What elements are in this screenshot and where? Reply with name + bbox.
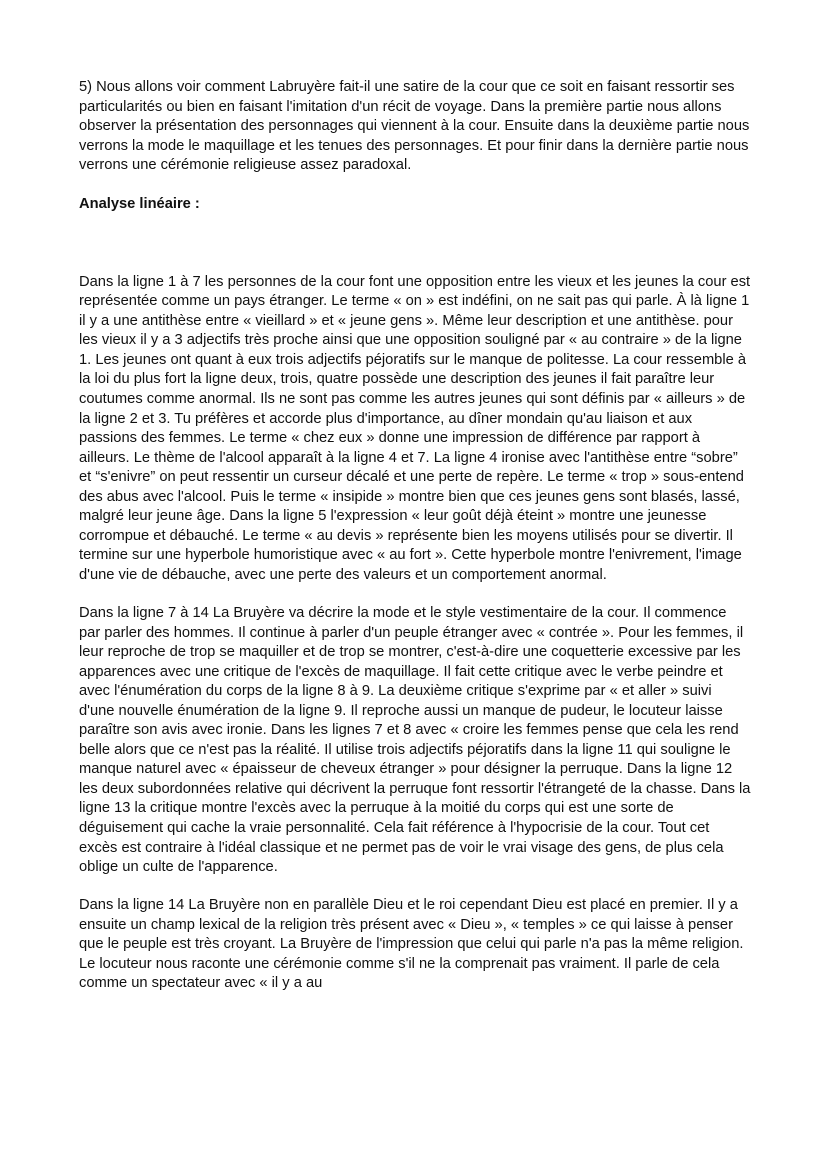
intro-paragraph: 5) Nous allons voir comment Labruyère fait-il une satire de la cour que ce soit en faisant ressortir ses particularités ou bien en faisant l'imitation d'un récit de voyage. Dans la première partie nous allons observer la présentation des personnages qui viennent à la cour. Ensuite dans la deuxième partie nous verrons la mode le maquillage et les tenues des personnages. Et pour finir dans la dernière partie nous verrons une cérémonie religieuse assez paradoxal.: [79, 79, 750, 174]
body-paragraph-2: Dans la ligne 7 à 14 La Bruyère va décrire la mode et le style vestimentaire de la cour. Il commence par parler des hommes. Il continue à parler d'un peuple étranger avec « contrée ». Pour les femmes, il leur reproche de trop se maquiller et de trop se montrer, c'est-à-dire une coquetterie excessive par les apparences avec une critique de l'excès de maquillage. Il fait cette critique avec le verbe peindre et avec l'énumération du corps de la ligne 8 à 9. La deuxième critique s'exprime par « et aller » suivi d'une nouvelle énumération de la ligne 9. Il reproche aussi un manque de pudeur, le locuteur laisse paraître son avis avec ironie. Dans les lignes 7 et 8 avec « croire les femmes pense que cela les rend belle alors que ce n'est pas la réalité. Il utilise trois adjectifs péjoratifs dans la ligne 11 qui souligne le manque naturel avec « épaisseur de cheveux étranger » pour désigner la perruque. Dans la ligne 12 les deux subordonnées relative qui décrivent la perruque font ressortir l'étrangeté de la chasse. Dans la ligne 13 la critique montre l'excès avec la perruque à la moitié du corps qui est une sorte de déguisement qui cache la vraie personnalité. Cela fait référence à l'hypocrisie de la cour. Tout cet excès est contraire à l'idéal classique et ne permet pas de voir le vrai visage des gens, de plus cela oblige un culte de l'apparence.: [79, 604, 751, 876]
body-paragraph-3: Dans la ligne 14 La Bruyère non en parallèle Dieu et le roi cependant Dieu est placé en premier. Il y a ensuite un champ lexical de la religion très présent avec « Dieu », « temples » ce qui laisse à penser que le peuple est très croyant. La Bruyère de l'impression que celui qui parle n'a pas la même religion. Le locuteur nous raconte une cérémonie comme s'il ne la comprenait pas vraiment. Il parle de cela comme un spectateur avec « il y a au: [79, 897, 744, 992]
body-paragraph-1: Dans la ligne 1 à 7 les personnes de la cour font une opposition entre les vieux et les jeunes la cour est représentée comme un pays étranger. Le terme « on » est indéfini, on ne sait pas qui parle. À là ligne 1 il y a une antithèse entre « vieillard » et « jeune gens ». Même leur description et une antithèse. pour les vieux il y a 3 adjectifs très proche ainsi que une opposition souligné par « au contraire » de la ligne 1. Les jeunes ont quant à eux trois adjectifs péjoratifs sur le manque de politesse. La cour ressemble à la loi du plus fort la ligne deux, trois, quatre possède une description des jeunes il fait paraître leur coutumes comme anormal. Ils ne sont pas comme les autres jeunes qui sont définis par « ailleurs » de la ligne 2 et 3. Tu préfères et accorde plus d'importance, au dîner mondain qu'au liaison et aux passions des femmes. Le terme « chez eux » donne une impression de différence par rapport à ailleurs. Le thème de l'alcool apparaît à la ligne 4 et 7. La ligne 4 ironise avec l'antithèse entre “sobre” et “s'enivre” on peut ressentir un curseur décalé et une perte de repère. Le terme « trop » sous-entend des abus avec l'alcool. Puis le terme « insipide » montre bien que ces jeunes gens sont blasés, lassé, malgré leur jeune âge. Dans la ligne 5 l'expression « leur goût déjà éteint » montre une jeunesse corrompue et débauché. Le terme « au devis » représente bien les moyens utilisés pour se divertir. Il termine sur une hyperbole humoristique avec « au fort ». Cette hyperbole montre l'enivrement, l'image d'une vie de débauche, avec une perte des valeurs et un comportement anormal.: [79, 273, 751, 583]
document-page: [79, 78, 751, 1012]
section-heading: Analyse linéaire :: [79, 195, 200, 212]
spacer: [79, 215, 751, 273]
